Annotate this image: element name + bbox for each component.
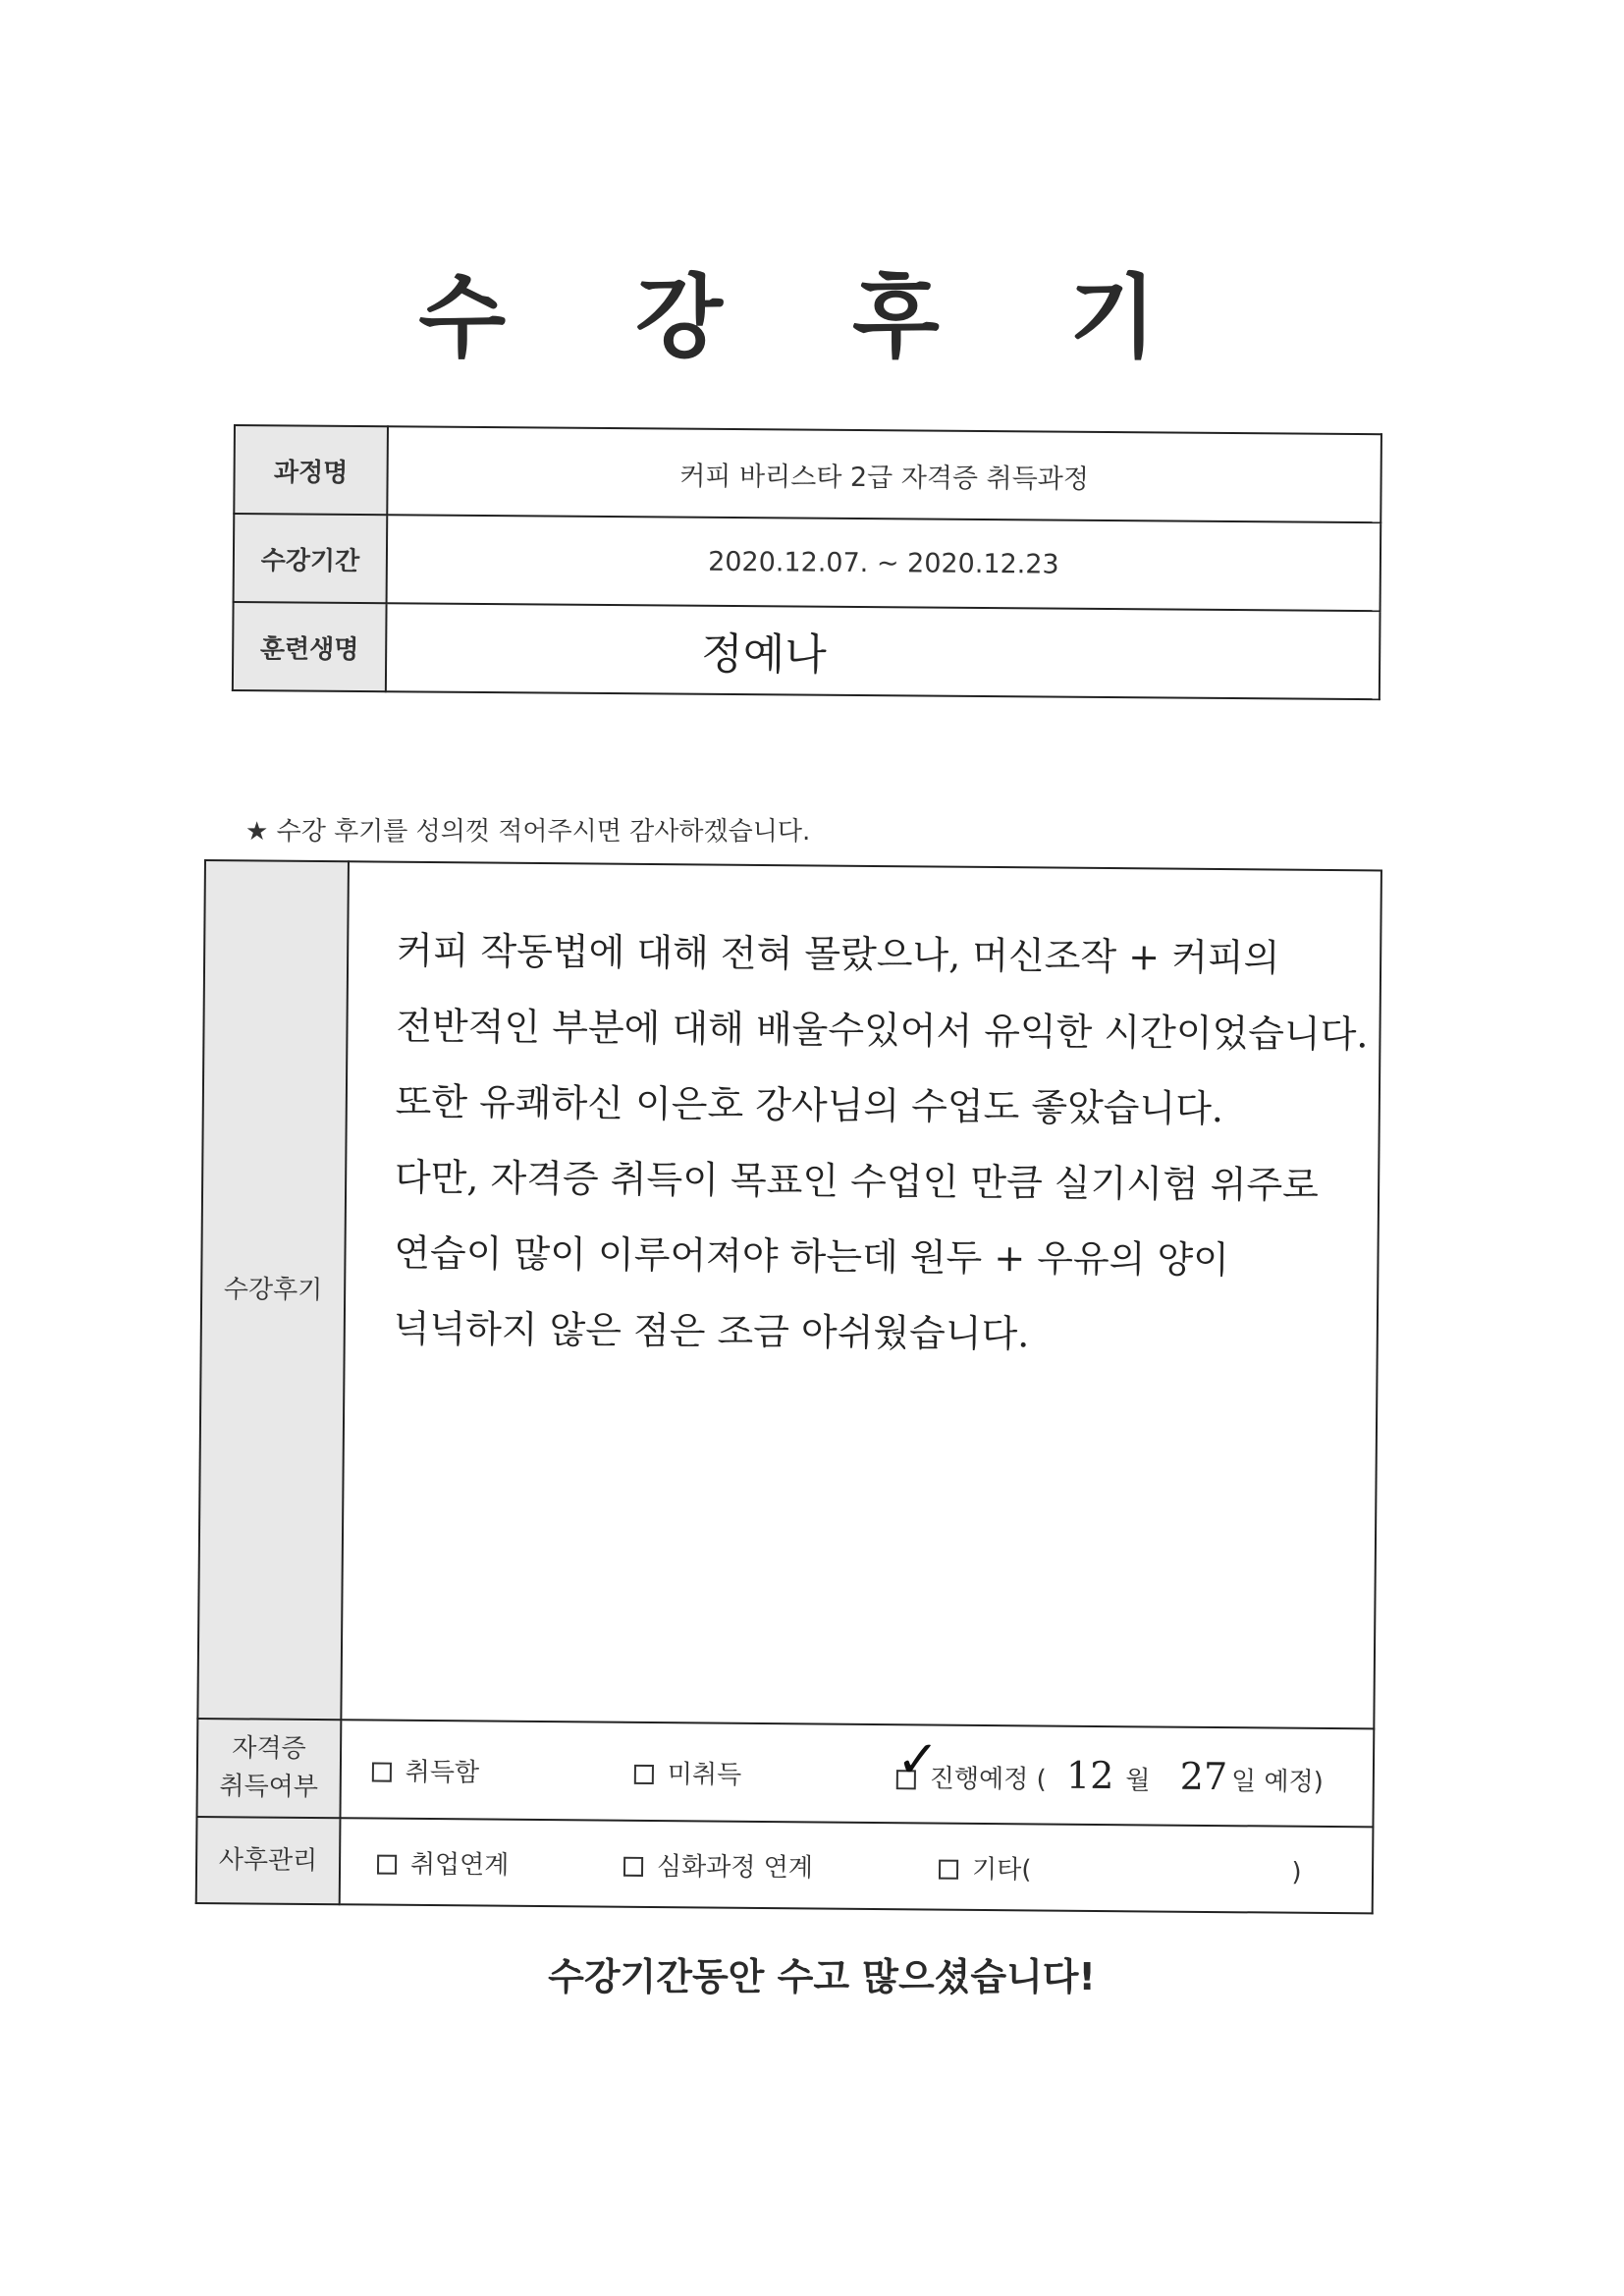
day-handwritten: 27 <box>1179 1754 1228 1799</box>
aftercare-label: 사후관리 <box>196 1817 341 1904</box>
trainee-name-handwritten: 정예나 <box>386 603 1380 699</box>
certification-status-options <box>340 1720 1374 1827</box>
review-content <box>341 861 1381 1728</box>
course-name-value: 커피 바리스타 2급 자격증 취득과정 <box>387 426 1381 522</box>
checkmark-icon: ✓ <box>895 1729 940 1790</box>
review-line: 연습이 많이 이루어져야 하는데 원두 + 우유의 양이 <box>394 1230 1230 1283</box>
other-checkbox[interactable] <box>939 1860 958 1880</box>
trainee-label: 훈련생명 <box>233 602 387 691</box>
notice-text: ★ 수강 후기를 성의껏 적어주시면 감사하겠습니다. <box>245 817 811 847</box>
option-obtained[interactable]: 취득함 <box>372 1751 629 1789</box>
option-not-obtained[interactable]: 미취득 <box>634 1753 892 1791</box>
advanced-course-checkbox[interactable] <box>623 1857 643 1877</box>
certification-status-label-line1: 자격증 <box>232 1733 306 1764</box>
option-job-link[interactable]: 취업연계 <box>377 1843 619 1882</box>
review-line: 전반적인 부분에 대해 배울수있어서 유익한 시간이었습니다. <box>396 1004 1369 1057</box>
period-label: 수강기간 <box>234 514 388 603</box>
certification-status-label <box>196 1719 341 1818</box>
certification-status-label-line2: 취득여부 <box>219 1772 319 1803</box>
aftercare-options <box>340 1818 1374 1913</box>
option-scheduled[interactable]: ✓ 진행예정 ( 12 월 27 일 예정) <box>895 1729 1324 1799</box>
closing-message: 수강기간동안 수고 많으셨습니다! <box>548 1955 1096 1998</box>
review-line: 다만, 자격증 취득이 목표인 수업인 만큼 실기시험 위주로 <box>394 1155 1320 1207</box>
option-other[interactable]: 기타( ) <box>939 1848 1302 1887</box>
page-title: 수 강 후 기 <box>418 265 1206 370</box>
scheduled-checkbox[interactable] <box>895 1729 940 1790</box>
period-value: 2020.12.07. ~ 2020.12.23 <box>387 515 1381 611</box>
review-line: 커피 작동법에 대해 전혀 몰랐으나, 머신조작 + 커피의 <box>396 928 1280 980</box>
obtained-checkbox[interactable] <box>372 1763 392 1782</box>
review-label: 수강후기 <box>197 860 348 1720</box>
not-obtained-checkbox[interactable] <box>634 1765 654 1784</box>
review-line: 또한 유쾌하신 이은호 강사님의 수업도 좋았습니다. <box>395 1079 1224 1131</box>
course-name-label: 과정명 <box>234 425 388 515</box>
review-line: 넉넉하지 않은 점은 조금 아쉬웠습니다. <box>393 1306 1030 1356</box>
job-link-checkbox[interactable] <box>377 1855 397 1875</box>
course-info-table <box>232 424 1382 700</box>
month-handwritten: 12 <box>1065 1753 1114 1798</box>
review-table <box>195 859 1382 1914</box>
option-advanced-course[interactable]: 심화과정 연계 <box>623 1845 934 1885</box>
